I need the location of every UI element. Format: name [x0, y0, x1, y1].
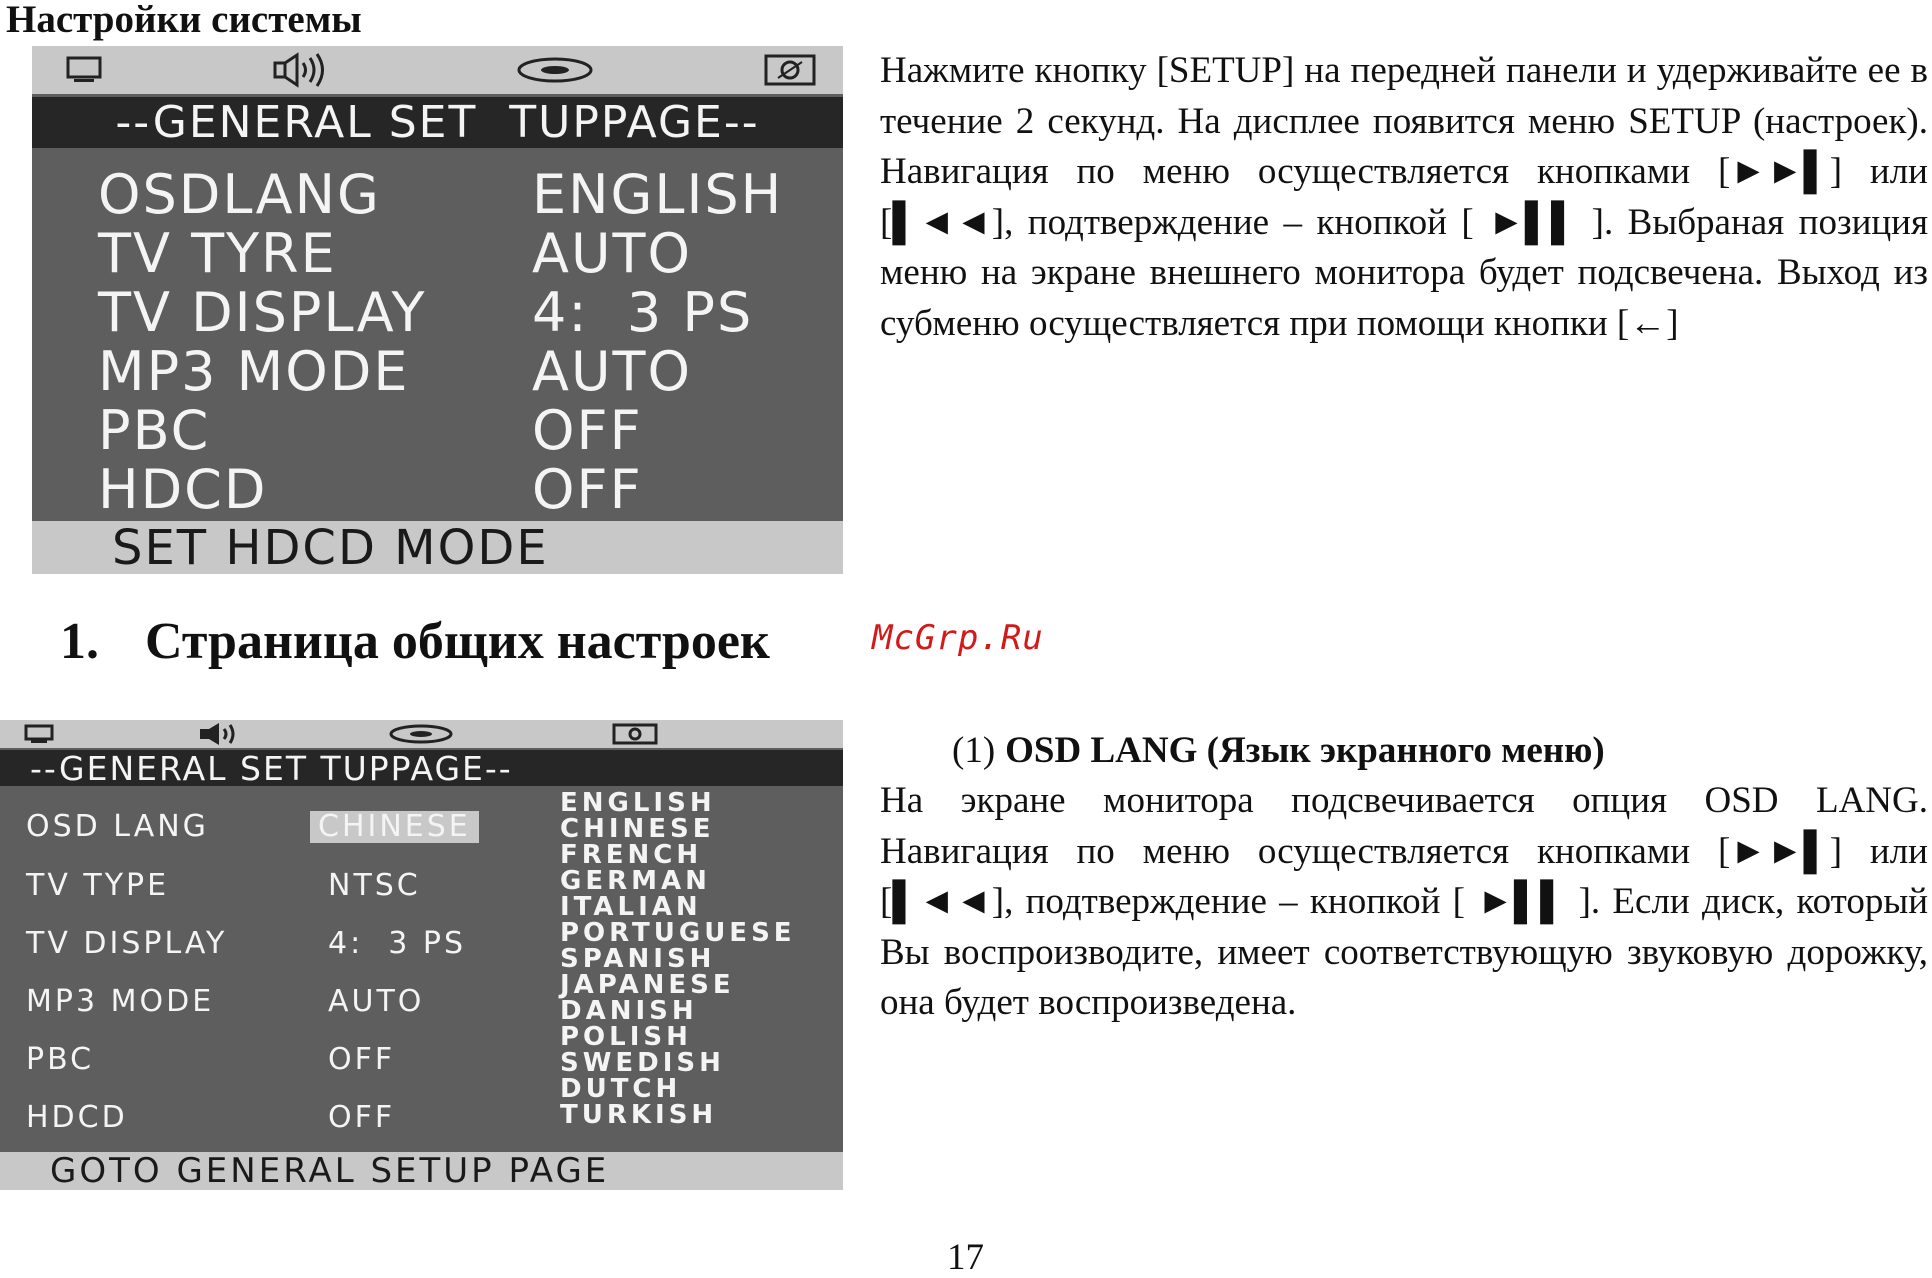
osd-value-osd-lang: ENGLISH: [532, 163, 784, 226]
osd-value-tv-type: NTSC: [328, 868, 421, 903]
osd-value-tv-display: 4: 3 PS: [532, 281, 754, 344]
osd-value-osd-lang: CHINESE: [310, 811, 479, 843]
osd-status-bar: SET HDCD MODE: [32, 521, 843, 574]
page-number: 17: [947, 1237, 984, 1278]
osd-title: --GENERAL SET TUPPAGE--: [32, 97, 843, 148]
osd-icon-bar: [0, 720, 843, 748]
osd-value-pbc: OFF: [328, 1042, 396, 1077]
section-heading: [60, 612, 770, 672]
page-heading: Настройки системы: [6, 0, 362, 41]
disc-icon: [516, 56, 594, 84]
language-option: JAPANESE: [560, 970, 735, 1000]
language-option: ITALIAN: [560, 892, 702, 922]
section-title: Страница общих настроек: [145, 613, 770, 670]
language-option: DUTCH: [560, 1074, 682, 1104]
settings-icon: [612, 723, 658, 745]
language-option: FRENCH: [560, 840, 703, 870]
osd-title: --GENERAL SET TUPPAGE--: [0, 750, 843, 786]
osd-label-tv-display: TV DISPLAY: [98, 281, 427, 344]
osd-lang-title: OSD LANG (Язык экранного меню): [1005, 730, 1605, 771]
osd-lang-number: (1): [952, 730, 996, 771]
osd-value-pbc: OFF: [532, 399, 643, 462]
tv-icon: [24, 724, 54, 744]
osd-value-tv-type: AUTO: [532, 222, 692, 285]
language-option: GERMAN: [560, 866, 711, 896]
language-option: DANISH: [560, 996, 698, 1026]
osd-lang-paragraph: На экране монитора подсвечивается опция OSD LANG. Навигация по меню осуществляется кнопками [►►▌] или [▌◄◄], подтверждение – кнопкой [ ►▌▌ ]. Если диск, который Вы воспроизводите, имеет соответствующую звуковую дорожку, она будет воспроизведена.: [880, 780, 1928, 1023]
language-option: TURKISH: [560, 1100, 718, 1130]
osd-status-bar: GOTO GENERAL SETUP PAGE: [0, 1152, 843, 1190]
osd-label-tv-type: TV TYPE: [26, 868, 170, 903]
osd-screen-general-setup: [32, 46, 843, 574]
osd-screen-osd-lang: [0, 720, 843, 1190]
osd-label-tv-display: TV DISPLAY: [26, 926, 228, 961]
osd-value-hdcd: OFF: [328, 1100, 396, 1135]
osd-label-hdcd: HDCD: [98, 458, 268, 521]
intro-paragraph: Нажмите кнопку [SETUP] на передней панели и удерживайте ее в течение 2 секунд. На дисплее появится меню SETUP (настроек). Навигация по меню осуществляется кнопками [►►▌] или [▌◄◄], подтверждение – кнопкой [ ►▌▌ ]. Выбраная позиция меню на экране внешнего монитора будет подсвечена. Выход из субменю осуществляется при помощи кнопки [←]: [880, 50, 1928, 344]
osd-label-mp3-mode: MP3 MODE: [98, 340, 410, 403]
language-option: POLISH: [560, 1022, 692, 1052]
osd-label-pbc: PBC: [26, 1042, 95, 1077]
speaker-icon: [198, 722, 246, 746]
language-option: SWEDISH: [560, 1048, 725, 1078]
osd-label-pbc: PBC: [98, 399, 211, 462]
osd-label-osd-lang: OSDLANG: [98, 163, 381, 226]
speaker-icon: [272, 52, 330, 88]
language-option: SPANISH: [560, 944, 716, 974]
osd-lang-heading: [952, 726, 1605, 776]
osd-label-tv-type: TV TYRE: [98, 222, 337, 285]
watermark: McGrp.Ru: [872, 618, 1044, 658]
language-option: CHINESE: [560, 814, 715, 844]
osd-label-mp3-mode: MP3 MODE: [26, 984, 215, 1019]
language-option: PORTUGUESE: [560, 918, 796, 948]
tv-icon: [66, 56, 102, 84]
language-option: ENGLISH: [560, 788, 716, 818]
osd-label-osd-lang: OSD LANG: [26, 809, 209, 844]
osd-value-tv-display: 4: 3 PS: [328, 926, 467, 961]
osd-value-mp3-mode: AUTO: [532, 340, 692, 403]
osd-label-hdcd: HDCD: [26, 1100, 128, 1135]
section-number: 1.: [60, 613, 99, 670]
osd-value-mp3-mode: AUTO: [328, 984, 425, 1019]
settings-icon: [764, 54, 816, 86]
osd-icon-bar: [32, 46, 843, 94]
osd-value-hdcd: OFF: [532, 458, 643, 521]
disc-icon: [388, 724, 454, 744]
